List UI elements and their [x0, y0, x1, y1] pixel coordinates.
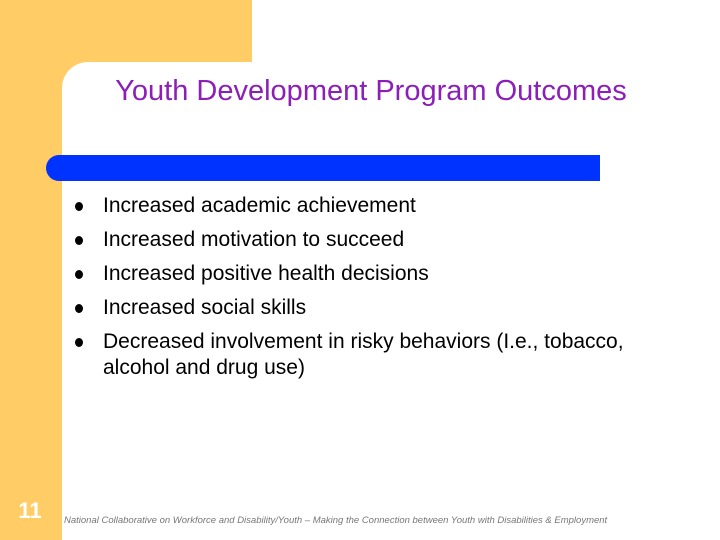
- blue-divider-bar: [46, 155, 600, 181]
- bullet-dot-icon: [75, 304, 83, 313]
- bullet-item: [74, 295, 674, 321]
- slide-title: Youth Development Program Outcomes: [115, 75, 627, 107]
- bullet-text: Increased positive health decisions: [103, 262, 429, 285]
- bullet-dot-icon: [75, 236, 83, 245]
- bullet-item: [74, 261, 674, 287]
- page-number: 11: [18, 498, 42, 523]
- bullet-item: [74, 329, 674, 381]
- bullet-text: Decreased involvement in risky behaviors (I.e., tobacco, alcohol and drug use): [103, 330, 624, 379]
- bullet-text: Increased academic achievement: [103, 194, 416, 217]
- bullet-item: [74, 193, 674, 219]
- bullet-dot-icon: [75, 338, 83, 347]
- bullet-item: [74, 227, 674, 253]
- bullet-dot-icon: [75, 270, 83, 279]
- bullet-text: Increased social skills: [103, 296, 307, 319]
- bullet-text: Increased motivation to succeed: [103, 228, 405, 251]
- bullet-dot-icon: [75, 202, 83, 211]
- bullet-list: [74, 193, 674, 389]
- footer-text: National Collaborative on Workforce and Disability/Youth – Making the Connection between Youth with Disabilities & Employment: [64, 515, 608, 526]
- gold-top-decoration: [0, 0, 252, 62]
- gold-left-decoration: [0, 62, 62, 540]
